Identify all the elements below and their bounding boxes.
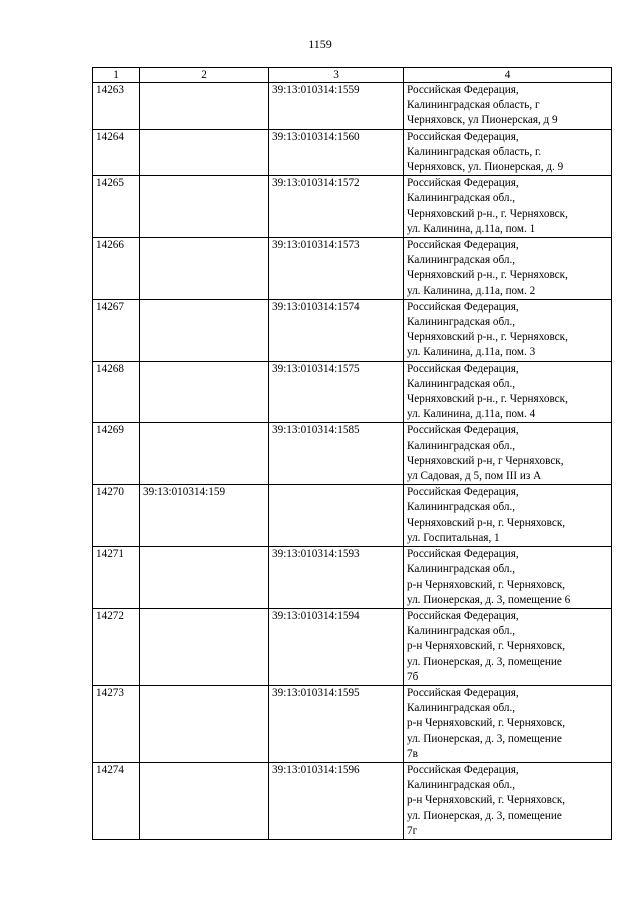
- register-table: [92, 67, 612, 840]
- address-line: Российская Федерация,: [407, 130, 519, 143]
- address-line: р-н Черняховский, г. Черняховск,: [407, 578, 566, 591]
- cadastral-number-cell: 39:13:010314:1596: [269, 762, 404, 839]
- address-line: Черняховский р-н., г. Черняховск,: [407, 393, 568, 406]
- address-cell: [404, 83, 612, 130]
- column-2-cell: [140, 762, 269, 839]
- address-cell: [404, 423, 612, 485]
- row-number-cell: 14274: [93, 762, 140, 839]
- address-line: ул. Госпитальная, 1: [407, 531, 500, 544]
- address-line: Черняховский р-н., г. Черняховск,: [407, 331, 568, 344]
- address-line: Российская Федерация,: [407, 609, 519, 622]
- cadastral-number-cell: 39:13:010314:1560: [269, 129, 404, 176]
- address-line: Калининградская обл.,: [407, 501, 516, 514]
- address-line: Калининградская обл.,: [407, 192, 516, 205]
- address-cell: [404, 361, 612, 423]
- address-line: Калининградская обл.,: [407, 702, 516, 715]
- address-line: Калининградская обл.,: [407, 779, 516, 792]
- cadastral-number-cell: 39:13:010314:1585: [269, 423, 404, 485]
- address-line: ул. Калинина, д.11а, пом. 1: [407, 222, 536, 235]
- column-2-cell: [140, 83, 269, 130]
- cadastral-number-cell: 39:13:010314:1573: [269, 238, 404, 300]
- address-line: Калининградская обл.,: [407, 563, 516, 576]
- address-line: ул. Пионерская, д. 3, помещение: [407, 809, 562, 822]
- address-line: Черняховский р-н, г. Черняховск,: [407, 516, 566, 529]
- address-line: ул. Калинина, д.11а, пом. 3: [407, 346, 536, 359]
- address-line: Калининградская область, г: [407, 99, 540, 112]
- column-header-row: [93, 68, 612, 83]
- address-line: Российская Федерация,: [407, 686, 519, 699]
- cadastral-number-cell: [269, 485, 404, 547]
- column-header-4: 4: [404, 68, 612, 83]
- address-cell: [404, 762, 612, 839]
- table-row: [93, 423, 612, 485]
- address-cell: [404, 547, 612, 609]
- cadastral-number-cell: 39:13:010314:1574: [269, 299, 404, 361]
- cadastral-number-cell: 39:13:010314:1594: [269, 608, 404, 685]
- page-number: 1159: [308, 37, 332, 51]
- column-2-cell: [140, 299, 269, 361]
- address-line: ул. Калинина, д.11а, пом. 2: [407, 284, 536, 297]
- address-line: Российская Федерация,: [407, 177, 519, 190]
- address-line: 7г: [407, 824, 418, 837]
- address-line: ул. Пионерская, д. 3, помещение 6: [407, 593, 571, 606]
- address-cell: [404, 608, 612, 685]
- row-number-cell: 14266: [93, 238, 140, 300]
- address-line: Российская Федерация,: [407, 362, 519, 375]
- address-line: Калининградская обл.,: [407, 377, 516, 390]
- table-row: [93, 299, 612, 361]
- table-row: [93, 361, 612, 423]
- address-line: 7б: [407, 670, 419, 683]
- cadastral-number-cell: 39:13:010314:1595: [269, 685, 404, 762]
- row-number-cell: 14268: [93, 361, 140, 423]
- address-line: Российская Федерация,: [407, 424, 519, 437]
- row-number-cell: 14273: [93, 685, 140, 762]
- address-cell: [404, 685, 612, 762]
- column-2-cell: [140, 608, 269, 685]
- address-line: Черняховск, ул. Пионерская, д. 9: [407, 161, 564, 174]
- table-row: [93, 608, 612, 685]
- row-number-cell: 14271: [93, 547, 140, 609]
- row-number-cell: 14272: [93, 608, 140, 685]
- cadastral-number-cell: 39:13:010314:1593: [269, 547, 404, 609]
- row-number-cell: 14269: [93, 423, 140, 485]
- column-header-3: 3: [269, 68, 404, 83]
- address-line: Российская Федерация,: [407, 548, 519, 561]
- table-row: [93, 238, 612, 300]
- address-line: Российская Федерация,: [407, 239, 519, 252]
- address-line: Российская Федерация,: [407, 486, 519, 499]
- address-cell: [404, 238, 612, 300]
- row-number-cell: 14265: [93, 176, 140, 238]
- address-cell: [404, 176, 612, 238]
- table-row: [93, 176, 612, 238]
- column-header-1: 1: [93, 68, 140, 83]
- table-row: [93, 485, 612, 547]
- table-row: [93, 83, 612, 130]
- address-line: Калининградская обл.,: [407, 439, 516, 452]
- column-2-cell: [140, 176, 269, 238]
- address-line: Калининградская обл.,: [407, 316, 516, 329]
- address-line: Черняховский р-н., г. Черняховск,: [407, 207, 568, 220]
- address-cell: [404, 129, 612, 176]
- row-number-cell: 14264: [93, 129, 140, 176]
- address-line: Черняховский р-н, г Черняховск,: [407, 454, 564, 467]
- address-line: Калининградская обл.,: [407, 254, 516, 267]
- address-line: Калининградская обл.,: [407, 625, 516, 638]
- row-number-cell: 14267: [93, 299, 140, 361]
- row-number-cell: 14263: [93, 83, 140, 130]
- cadastral-number-cell: 39:13:010314:1575: [269, 361, 404, 423]
- address-line: ул. Пионерская, д. 3, помещение: [407, 655, 562, 668]
- row-number-cell: 14270: [93, 485, 140, 547]
- column-2-cell: [140, 547, 269, 609]
- address-line: Черняховск, ул Пионерская, д 9: [407, 114, 558, 127]
- address-line: р-н Черняховский, г. Черняховск,: [407, 794, 566, 807]
- table-row: [93, 762, 612, 839]
- column-header-2: 2: [140, 68, 269, 83]
- table-row: [93, 685, 612, 762]
- address-line: р-н Черняховский, г. Черняховск,: [407, 640, 566, 653]
- column-2-cell: [140, 685, 269, 762]
- column-2-cell: [140, 423, 269, 485]
- column-2-cell: 39:13:010314:159: [140, 485, 269, 547]
- table-body: [93, 83, 612, 840]
- address-line: Калининградская область, г.: [407, 145, 542, 158]
- address-line: ул. Пионерская, д. 3, помещение: [407, 732, 562, 745]
- address-line: Российская Федерация,: [407, 300, 519, 313]
- column-2-cell: [140, 361, 269, 423]
- address-line: Черняховский р-н., г. Черняховск,: [407, 269, 568, 282]
- address-cell: [404, 299, 612, 361]
- table-row: [93, 547, 612, 609]
- address-line: 7в: [407, 747, 418, 760]
- address-line: ул. Калинина, д.11а, пом. 4: [407, 408, 536, 421]
- address-line: Российская Федерация,: [407, 84, 519, 96]
- address-line: р-н Черняховский, г. Черняховск,: [407, 717, 566, 730]
- column-2-cell: [140, 238, 269, 300]
- cadastral-number-cell: 39:13:010314:1572: [269, 176, 404, 238]
- address-line: ул Садовая, д 5, пом III из А: [407, 470, 542, 483]
- address-line: Российская Федерация,: [407, 763, 519, 776]
- column-2-cell: [140, 129, 269, 176]
- table-row: [93, 129, 612, 176]
- address-cell: [404, 485, 612, 547]
- cadastral-number-cell: 39:13:010314:1559: [269, 83, 404, 130]
